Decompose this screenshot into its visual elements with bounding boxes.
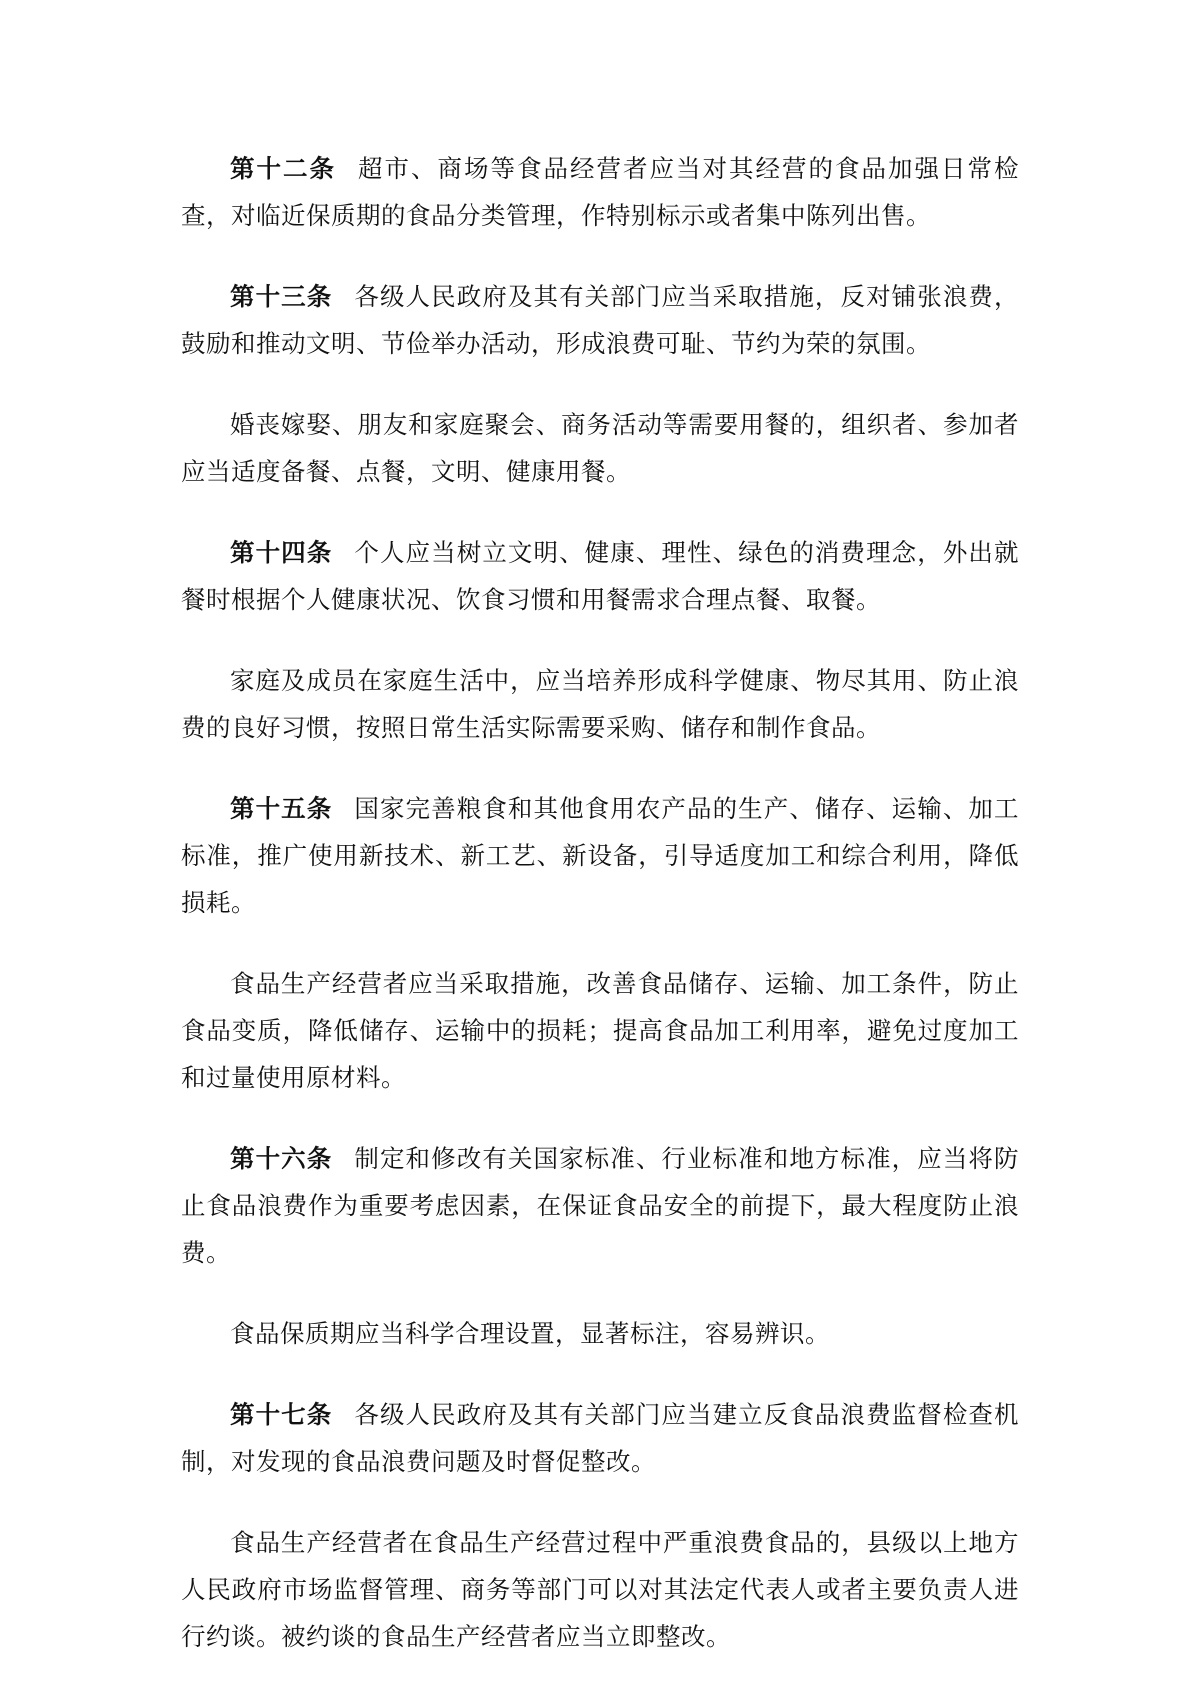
- article-number: 第十二条: [230, 154, 336, 183]
- article-number: 第十三条: [230, 282, 333, 311]
- paragraph-text: 各级人民政府及其有关部门应当采取措施，反对铺张浪费，鼓励和推动文明、节俭举办活动，形成浪费可耻、节约为荣的氛围。: [181, 282, 1020, 358]
- paragraph-article-16: [181, 1135, 1019, 1276]
- paragraph-text: 制定和修改有关国家标准、行业标准和地方标准，应当将防止食品浪费作为重要考虑因素，在保证食品安全的前提下，最大程度防止浪费。: [181, 1144, 1020, 1267]
- document-body: [181, 145, 1019, 1694]
- paragraph-article-13-clause-2: [181, 401, 1019, 495]
- paragraph-article-17-clause-2: [181, 1519, 1019, 1660]
- paragraph-text: 各级人民政府及其有关部门应当建立反食品浪费监督检查机制，对发现的食品浪费问题及时督促整改。: [181, 1400, 1020, 1476]
- paragraph-text: 家庭及成员在家庭生活中，应当培养形成科学健康、物尽其用、防止浪费的良好习惯，按照日常生活实际需要采购、储存和制作食品。: [181, 666, 1019, 742]
- paragraph-article-12: [181, 145, 1019, 239]
- article-number: 第十五条: [230, 794, 333, 823]
- article-number: 第十六条: [230, 1144, 333, 1173]
- paragraph-text: 国家完善粮食和其他食用农产品的生产、储存、运输、加工标准，推广使用新技术、新工艺、新设备，引导适度加工和综合利用，降低损耗。: [181, 794, 1020, 917]
- paragraph-article-16-clause-2: [181, 1310, 1019, 1357]
- paragraph-article-13: [181, 273, 1019, 367]
- paragraph-article-14: [181, 529, 1019, 623]
- paragraph-text: 食品生产经营者在食品生产经营过程中严重浪费食品的，县级以上地方人民政府市场监督管理、商务等部门可以对其法定代表人或者主要负责人进行约谈。被约谈的食品生产经营者应当立即整改。: [181, 1528, 1019, 1651]
- paragraph-text: 食品保质期应当科学合理设置，显著标注，容易辨识。: [230, 1319, 830, 1348]
- paragraph-text: 食品生产经营者应当采取措施，改善食品储存、运输、加工条件，防止食品变质，降低储存、运输中的损耗；提高食品加工利用率，避免过度加工和过量使用原材料。: [181, 969, 1019, 1092]
- paragraph-article-17: [181, 1391, 1019, 1485]
- article-number: 第十四条: [230, 538, 333, 567]
- paragraph-text: 超市、商场等食品经营者应当对其经营的食品加强日常检查，对临近保质期的食品分类管理，作特别标示或者集中陈列出售。: [181, 154, 1020, 230]
- paragraph-text: 婚丧嫁娶、朋友和家庭聚会、商务活动等需要用餐的，组织者、参加者应当适度备餐、点餐，文明、健康用餐。: [181, 410, 1019, 486]
- paragraph-article-15-clause-2: [181, 960, 1019, 1101]
- paragraph-text: 个人应当树立文明、健康、理性、绿色的消费理念，外出就餐时根据个人健康状况、饮食习惯和用餐需求合理点餐、取餐。: [181, 538, 1020, 614]
- paragraph-article-14-clause-2: [181, 657, 1019, 751]
- article-number: 第十七条: [230, 1400, 333, 1429]
- paragraph-article-15: [181, 785, 1019, 926]
